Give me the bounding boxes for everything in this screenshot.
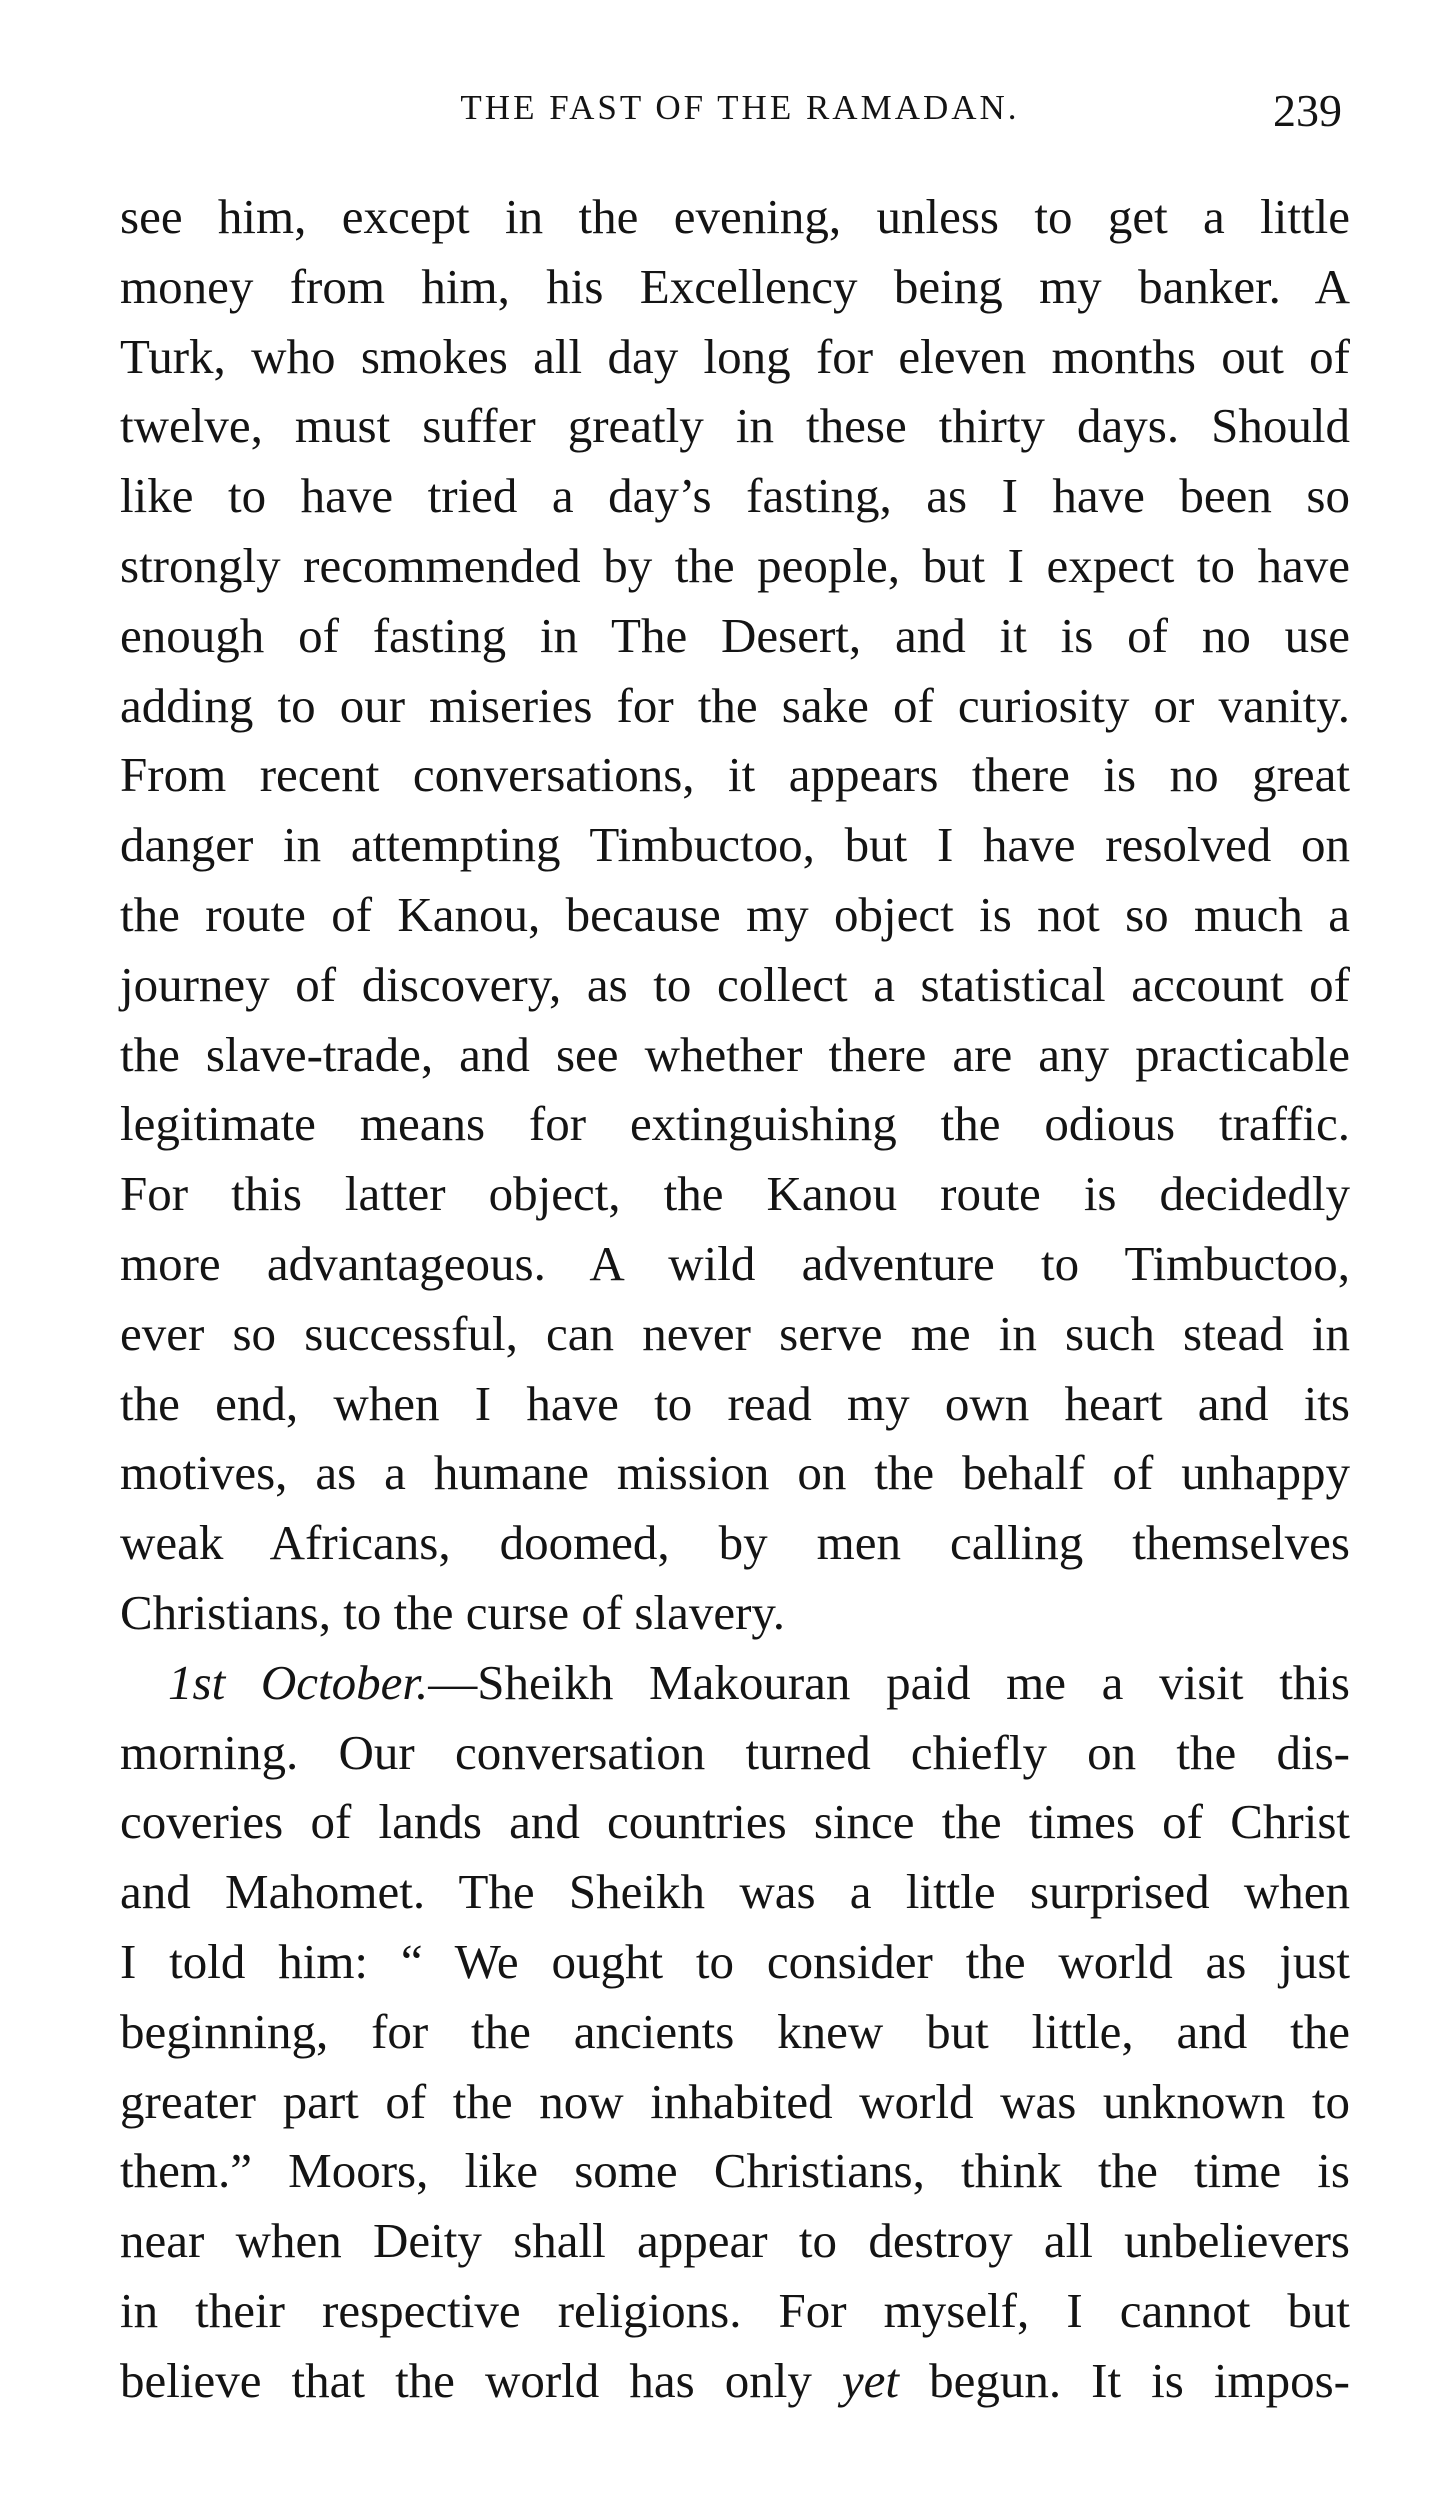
text-line: weak Africans, doomed, by men calling themselves (120, 1515, 1350, 1571)
paragraph-first-line (120, 1648, 1350, 1718)
text-line: in their respective religions. For myself, I cannot but (120, 2282, 1350, 2338)
text-fragment: begun. It is impos- (899, 2352, 1351, 2408)
text-line: I told him: “ We ought to consider the world as just (120, 1933, 1350, 1989)
text-line: enough of fasting in The Desert, and it is of no use (120, 607, 1350, 663)
text-line: like to have tried a day’s fasting, as I have been so (120, 468, 1350, 524)
entry-date: 1st October. (168, 1654, 429, 1710)
body-text (120, 182, 1350, 2416)
page-number: 239 (1273, 85, 1342, 136)
text-line: Christians, to the curse of slavery. (120, 1584, 785, 1640)
text-line: twelve, must suffer greatly in these thirty days. Should (120, 398, 1350, 454)
text-line: strongly recommended by the people, but I expect to have (120, 537, 1350, 593)
running-head (120, 84, 1360, 144)
text-line: more advantageous. A wild adventure to Timbuctoo, (120, 1235, 1350, 1291)
text-line: From recent conversations, it appears there is no great (120, 747, 1350, 803)
text-line: journey of discovery, as to collect a statistical account of (120, 956, 1350, 1012)
text-line: legitimate means for extinguishing the odious traffic. (120, 1096, 1350, 1152)
text-line: morning. Our conversation turned chiefly on the dis- (120, 1724, 1350, 1780)
text-line: greater part of the now inhabited world was unknown to (120, 2073, 1350, 2129)
text-line: money from him, his Excellency being my banker. A (120, 258, 1350, 314)
text-line-last (120, 2346, 1350, 2416)
text-fragment: believe that the world has only (120, 2352, 842, 2408)
text-line: and Mahomet. The Sheikh was a little surprised when (120, 1864, 1350, 1920)
text-line: beginning, for the ancients knew but little, and the (120, 2003, 1350, 2059)
text-line: For this latter object, the Kanou route is decidedly (120, 1166, 1350, 1222)
italic-word: yet (841, 2352, 900, 2408)
text-line: near when Deity shall appear to destroy all unbelievers (120, 2213, 1350, 2269)
text-line: the end, when I have to read my own heart and its (120, 1375, 1350, 1431)
text-line: them.” Moors, like some Christians, think the time is (120, 2143, 1350, 2199)
text-fragment: —Sheikh Makouran paid me a visit this (428, 1654, 1350, 1710)
text-line: adding to our miseries for the sake of curiosity or vanity. (120, 677, 1350, 733)
text-line: Turk, who smokes all day long for eleven months out of (120, 328, 1350, 384)
text-line: danger in attempting Timbuctoo, but I have resolved on (120, 817, 1350, 873)
text-line: see him, except in the evening, unless to get a little (120, 189, 1350, 244)
text-line: the route of Kanou, because my object is not so much a (120, 886, 1350, 942)
text-line: coveries of lands and countries since the times of Christ (120, 1794, 1350, 1850)
text-line: the slave-trade, and see whether there are any practicable (120, 1026, 1350, 1082)
running-title: THE FAST OF THE RAMADAN. (460, 88, 1020, 127)
text-line: motives, as a humane mission on the behalf of unhappy (120, 1445, 1350, 1501)
text-line: ever so successful, can never serve me in such stead in (120, 1305, 1350, 1361)
